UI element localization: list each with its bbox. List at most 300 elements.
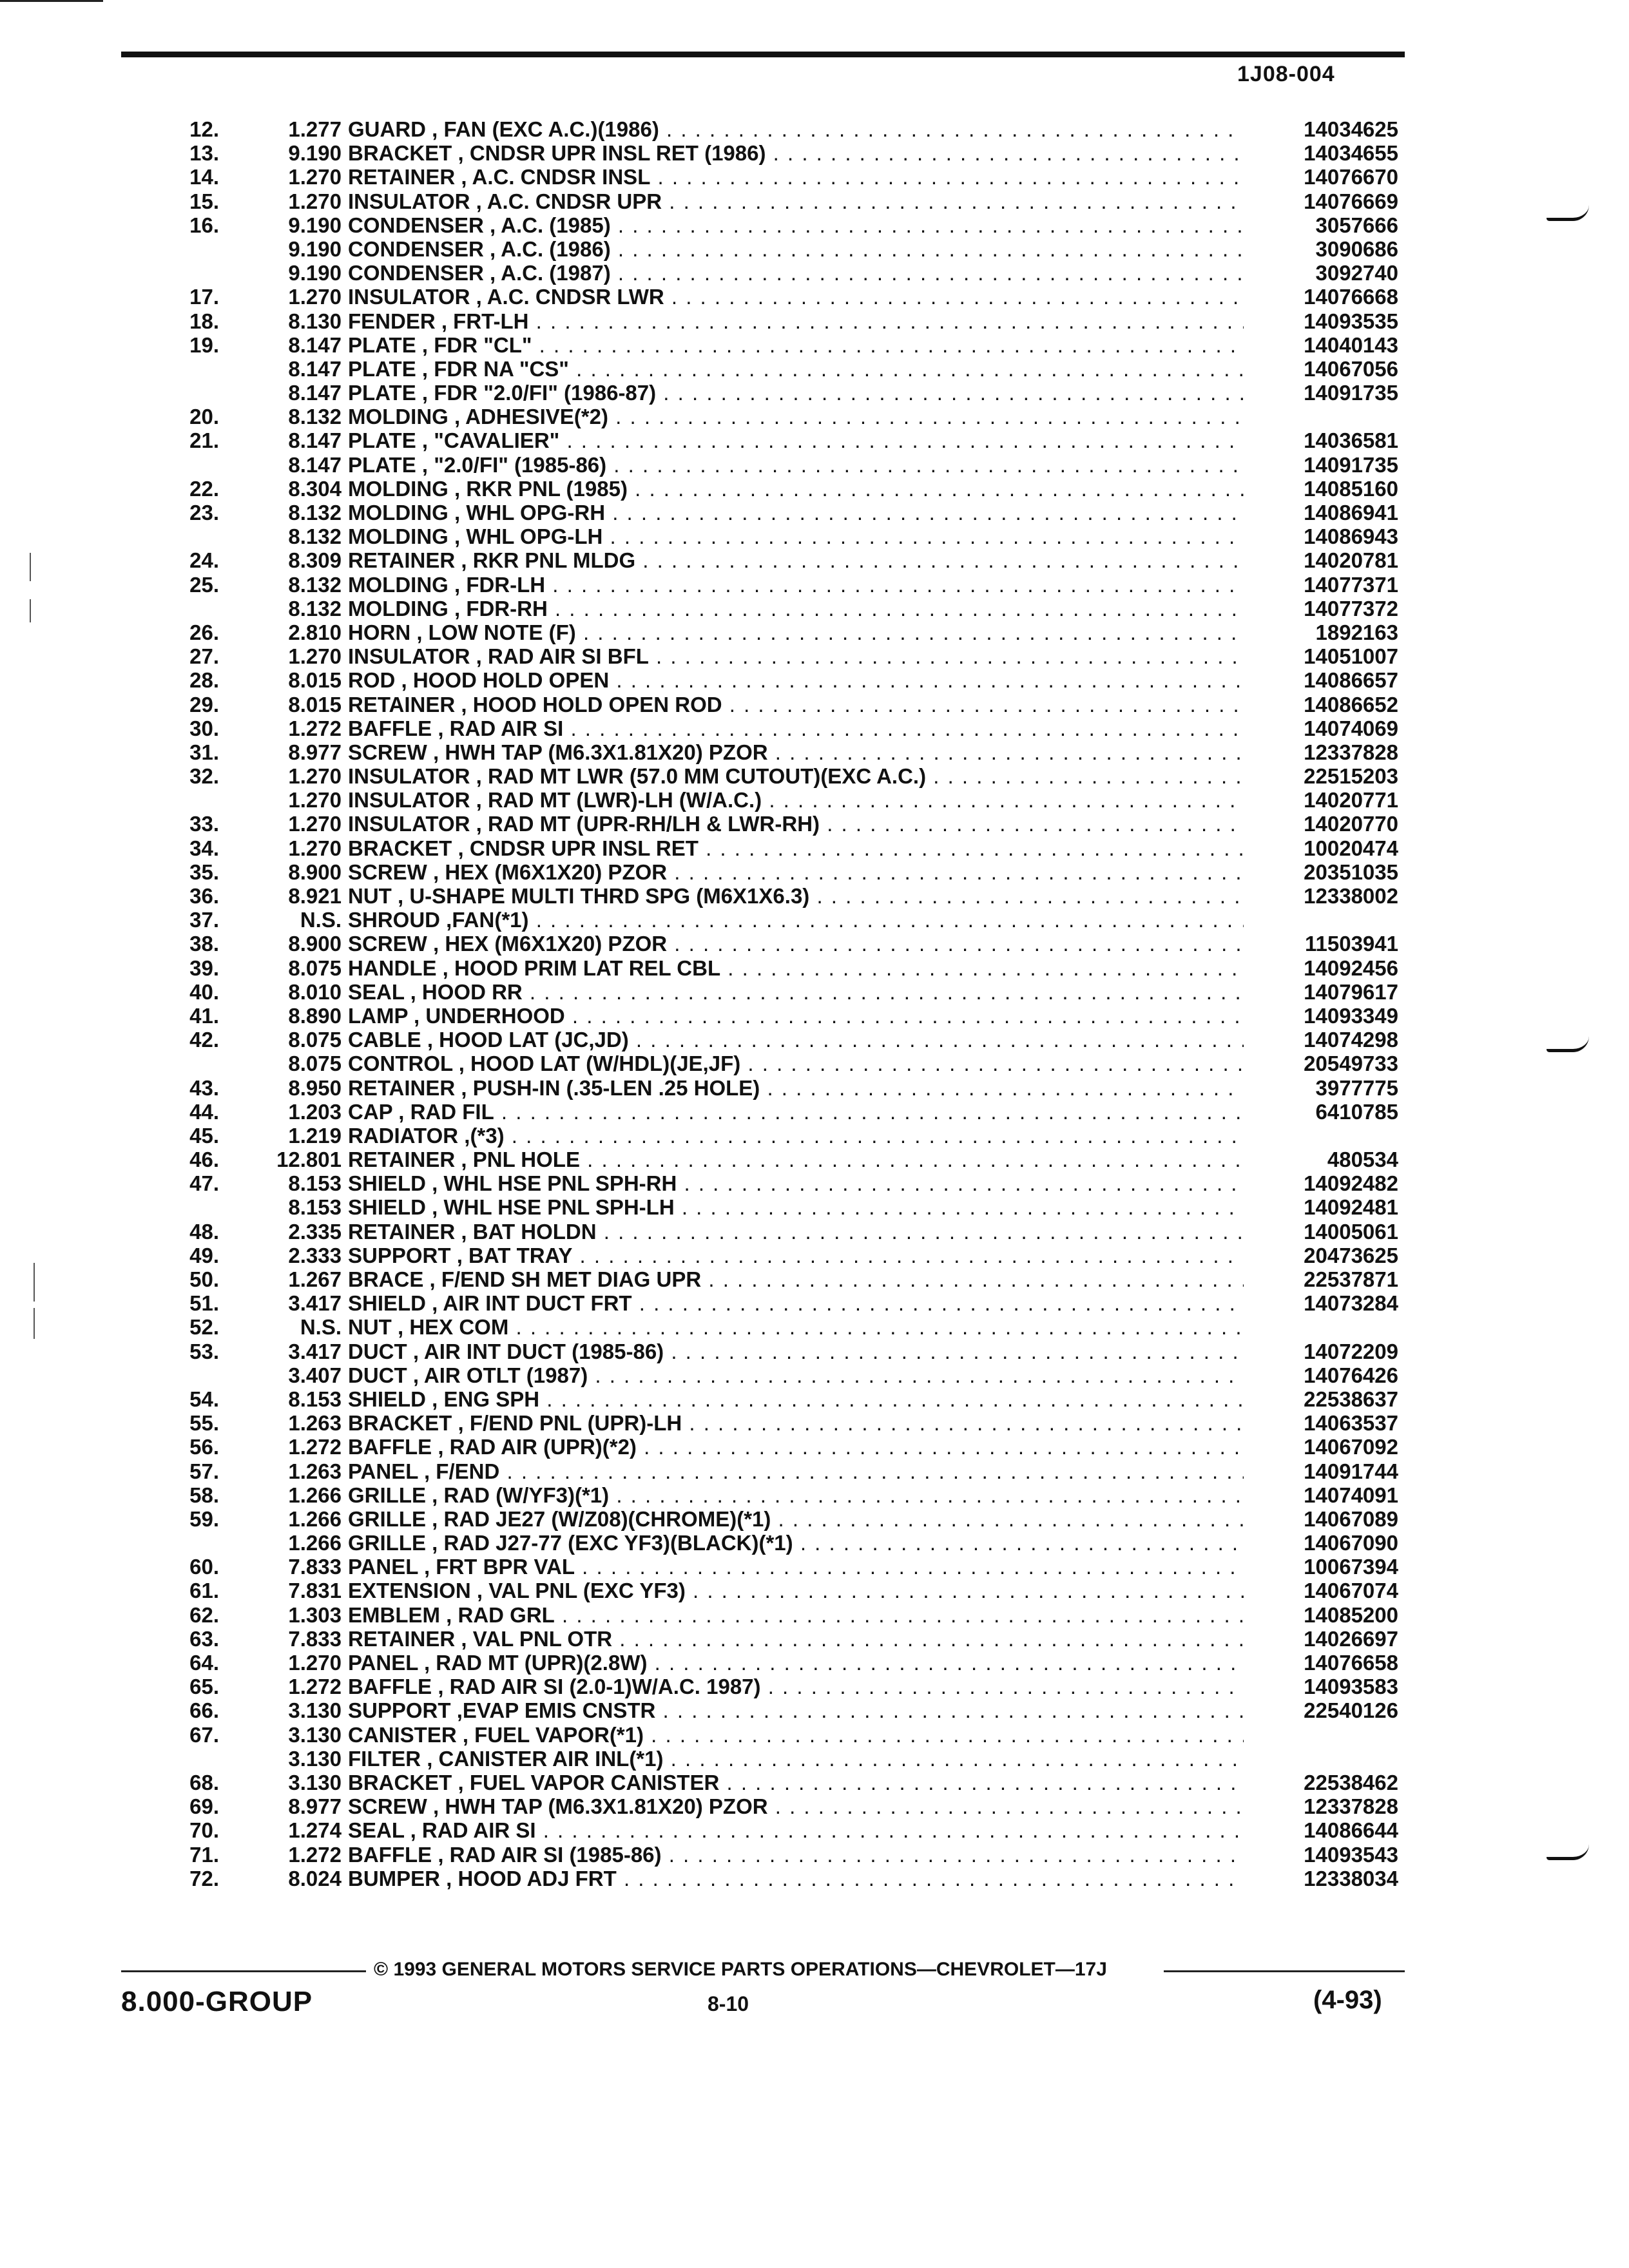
group-number: 1.270: [288, 764, 342, 789]
item-number: 50.: [189, 1267, 219, 1291]
group-number: 8.075: [288, 1052, 342, 1076]
part-description: PLATE , "2.0/FI" (1985-86) . . .: [348, 453, 1244, 477]
part-description: CONDENSER , A.C. (1987) . . .: [348, 261, 1244, 285]
list-item: [0, 453, 1629, 477]
item-number: 13.: [189, 141, 219, 166]
list-item: [0, 1459, 1629, 1483]
group-number: 8.132: [288, 501, 342, 524]
margin-mark: [34, 1263, 35, 1302]
item-number: 41.: [189, 1003, 219, 1028]
part-number: 14093349: [1304, 1003, 1398, 1028]
part-description: DUCT , AIR OTLT (1987) . . .: [348, 1363, 1244, 1387]
list-item: [0, 1195, 1629, 1219]
item-number: 66.: [189, 1698, 219, 1723]
group-number: 8.977: [288, 1794, 342, 1819]
list-item: [0, 237, 1629, 261]
group-number: 8.015: [288, 668, 342, 693]
part-description: PLATE , "CAVALIER" . . .: [348, 428, 1244, 452]
item-number: 21.: [189, 428, 219, 453]
group-number: 1.270: [288, 285, 342, 309]
part-description: RETAINER , HOOD HOLD OPEN ROD . . .: [348, 693, 1244, 716]
list-item: [0, 740, 1629, 764]
item-number: 69.: [189, 1794, 219, 1819]
list-item: [0, 1124, 1629, 1148]
part-number: 12338002: [1304, 884, 1398, 908]
item-number: 22.: [189, 476, 219, 501]
part-number: 14093535: [1304, 309, 1398, 333]
group-number: 8.153: [288, 1195, 342, 1220]
group-number: 7.833: [288, 1626, 342, 1651]
item-number: 67.: [189, 1722, 219, 1747]
group-number: 8.015: [288, 692, 342, 716]
item-number: 24.: [189, 548, 219, 573]
list-item: [0, 1651, 1629, 1675]
group-number: 1.272: [288, 1842, 342, 1867]
group-number: 1.266: [288, 1506, 342, 1531]
part-description: NUT , U-SHAPE MULTI THRD SPG (M6X1X6.3) . . .: [348, 884, 1244, 908]
list-item: [0, 189, 1629, 213]
part-number: 480534: [1327, 1148, 1398, 1172]
part-number: 14067092: [1304, 1435, 1398, 1459]
group-number: 1.267: [288, 1267, 342, 1291]
part-description: INSULATOR , RAD AIR SI BFL . . .: [348, 644, 1244, 668]
part-description: MOLDING , WHL OPG-LH . . .: [348, 524, 1244, 548]
list-item: [0, 1004, 1629, 1028]
group-number: 1.270: [288, 812, 342, 836]
group-number: 8.890: [288, 1003, 342, 1028]
group-number: 8.309: [288, 548, 342, 573]
group-label: 8.000-GROUP: [121, 1986, 313, 2017]
list-item: [0, 1244, 1629, 1267]
part-number: 14067056: [1304, 356, 1398, 381]
part-number: 22540126: [1304, 1698, 1398, 1723]
group-number: 1.219: [288, 1123, 342, 1148]
part-number: 14092482: [1304, 1171, 1398, 1196]
part-number: 3977775: [1315, 1075, 1398, 1100]
part-description: HORN , LOW NOTE (F) . . .: [348, 620, 1244, 644]
list-item: [0, 1100, 1629, 1124]
part-number: 14077371: [1304, 572, 1398, 597]
item-number: 64.: [189, 1651, 219, 1675]
list-item: [0, 1627, 1629, 1651]
part-description: CAP , RAD FIL . . .: [348, 1100, 1244, 1124]
part-number: 3092740: [1315, 261, 1398, 285]
group-number: 8.153: [288, 1387, 342, 1411]
item-number: 43.: [189, 1075, 219, 1100]
group-number: 1.266: [288, 1531, 342, 1555]
part-number: 14085200: [1304, 1602, 1398, 1627]
item-number: 65.: [189, 1675, 219, 1699]
part-number: 14085160: [1304, 476, 1398, 501]
list-item: [0, 812, 1629, 836]
part-number: 14076668: [1304, 285, 1398, 309]
group-number: 7.833: [288, 1555, 342, 1579]
part-description: MOLDING , FDR-RH . . .: [348, 597, 1244, 620]
list-item: [0, 1435, 1629, 1459]
item-number: 68.: [189, 1770, 219, 1794]
list-item: [0, 1747, 1629, 1771]
item-number: 17.: [189, 285, 219, 309]
list-item: [0, 117, 1629, 141]
part-number: 14036581: [1304, 428, 1398, 453]
revision-date: (4-93): [1313, 1986, 1382, 2014]
group-number: 3.407: [288, 1363, 342, 1387]
list-item: [0, 620, 1629, 644]
part-description: SHIELD , WHL HSE PNL SPH-RH . . .: [348, 1171, 1244, 1195]
part-number: 3090686: [1315, 236, 1398, 261]
list-item: [0, 1507, 1629, 1531]
part-description: MOLDING , FDR-LH . . .: [348, 573, 1244, 597]
part-number: 14076670: [1304, 165, 1398, 189]
item-number: 30.: [189, 716, 219, 740]
group-number: 8.075: [288, 1028, 342, 1052]
item-number: 12.: [189, 117, 219, 141]
group-number: 3.130: [288, 1770, 342, 1794]
part-description: MOLDING , WHL OPG-RH . . .: [348, 501, 1244, 524]
part-number: 14005061: [1304, 1219, 1398, 1244]
part-number: 14074298: [1304, 1028, 1398, 1052]
list-item: [0, 141, 1629, 165]
list-item: [0, 1315, 1629, 1339]
part-number: 14074091: [1304, 1483, 1398, 1507]
page-number: 8-10: [708, 1992, 749, 2015]
list-item: [0, 644, 1629, 668]
item-number: 72.: [189, 1866, 219, 1890]
item-number: 16.: [189, 213, 219, 237]
list-item: [0, 1723, 1629, 1747]
list-item: [0, 1818, 1629, 1842]
footer-rule-right: [1164, 1970, 1405, 1972]
item-number: 35.: [189, 860, 219, 884]
list-item: [0, 1771, 1629, 1794]
part-number: 12337828: [1304, 740, 1398, 764]
item-number: 62.: [189, 1602, 219, 1627]
part-description: PLATE , FDR NA "CS" . . .: [348, 357, 1244, 381]
list-item: [0, 1340, 1629, 1363]
group-number: 1.266: [288, 1483, 342, 1507]
list-item: [0, 884, 1629, 908]
top-left-rule: [0, 0, 103, 2]
item-number: 37.: [189, 908, 219, 932]
part-number: 22538462: [1304, 1770, 1398, 1794]
part-number: 22537871: [1304, 1267, 1398, 1291]
part-description: RETAINER , A.C. CNDSR INSL . . .: [348, 165, 1244, 189]
part-number: 14077372: [1304, 596, 1398, 620]
item-number: 26.: [189, 620, 219, 644]
group-number: 9.190: [288, 213, 342, 237]
part-description: SEAL , HOOD RR . . .: [348, 980, 1244, 1004]
group-number: 8.950: [288, 1075, 342, 1100]
part-description: INSULATOR , RAD MT (LWR)-LH (W/A.C.) . . .: [348, 788, 1244, 812]
item-number: 42.: [189, 1028, 219, 1052]
part-description: FILTER , CANISTER AIR INL(*1) . . .: [348, 1747, 1244, 1771]
part-number: 14020781: [1304, 548, 1398, 573]
item-number: 51.: [189, 1291, 219, 1316]
part-number: 22538637: [1304, 1387, 1398, 1411]
part-description: SCREW , HWH TAP (M6.3X1.81X20) PZOR . . .: [348, 1794, 1244, 1818]
item-number: 46.: [189, 1148, 219, 1172]
group-number: 2.810: [288, 620, 342, 644]
item-number: 58.: [189, 1483, 219, 1507]
parts-list: [0, 117, 1629, 1890]
part-description: SCREW , HEX (M6X1X20) PZOR . . .: [348, 860, 1244, 884]
copyright-line: © 1993 GENERAL MOTORS SERVICE PARTS OPERATIONS—CHEVROLET—17J: [374, 1959, 1107, 1980]
group-number: 2.335: [288, 1219, 342, 1244]
item-number: 38.: [189, 932, 219, 956]
item-number: 47.: [189, 1171, 219, 1196]
part-description: SEAL , RAD AIR SI . . .: [348, 1818, 1244, 1842]
group-number: 1.270: [288, 644, 342, 669]
part-number: 14086652: [1304, 692, 1398, 716]
group-number: 9.190: [288, 261, 342, 285]
item-number: 60.: [189, 1555, 219, 1579]
list-item: [0, 1603, 1629, 1627]
group-number: 1.270: [288, 1651, 342, 1675]
part-description: CABLE , HOOD LAT (JC,JD) . . .: [348, 1028, 1244, 1052]
list-item: [0, 477, 1629, 501]
part-description: RETAINER , VAL PNL OTR . . .: [348, 1627, 1244, 1651]
group-number: 1.270: [288, 189, 342, 213]
item-number: 32.: [189, 764, 219, 789]
margin-mark: [30, 553, 31, 581]
group-number: 8.921: [288, 884, 342, 908]
part-description: INSULATOR , RAD MT LWR (57.0 MM CUTOUT)(EXC A.C.) . . .: [348, 764, 1244, 788]
part-number: 14079617: [1304, 979, 1398, 1004]
item-number: 70.: [189, 1818, 219, 1843]
part-description: RETAINER , BAT HOLDN . . .: [348, 1220, 1244, 1244]
part-description: SUPPORT ,EVAP EMIS CNSTR . . .: [348, 1698, 1244, 1722]
part-description: LAMP , UNDERHOOD . . .: [348, 1004, 1244, 1028]
group-number: N.S.: [300, 1315, 342, 1340]
item-number: 54.: [189, 1387, 219, 1411]
part-number: 14093583: [1304, 1675, 1398, 1699]
group-number: 1.272: [288, 1675, 342, 1699]
group-number: 1.303: [288, 1602, 342, 1627]
part-number: 14091735: [1304, 452, 1398, 477]
part-number: 14092456: [1304, 956, 1398, 980]
list-item: [0, 1220, 1629, 1244]
part-number: 1892163: [1315, 620, 1398, 644]
group-number: 1.203: [288, 1099, 342, 1124]
group-number: 8.147: [288, 381, 342, 405]
list-item: [0, 1028, 1629, 1052]
group-number: 8.147: [288, 452, 342, 477]
part-description: BRACKET , FUEL VAPOR CANISTER . . .: [348, 1771, 1244, 1794]
part-description: RETAINER , PUSH-IN (.35-LEN .25 HOLE) . . .: [348, 1076, 1244, 1100]
list-item: [0, 1148, 1629, 1171]
group-number: 3.417: [288, 1291, 342, 1316]
part-number: 14076669: [1304, 189, 1398, 213]
part-description: GRILLE , RAD J27-77 (EXC YF3)(BLACK)(*1) . . .: [348, 1531, 1244, 1555]
list-item: [0, 1843, 1629, 1867]
list-item: [0, 1698, 1629, 1722]
part-description: EXTENSION , VAL PNL (EXC YF3) . . .: [348, 1579, 1244, 1602]
part-description: EMBLEM , RAD GRL . . .: [348, 1603, 1244, 1627]
group-number: 8.132: [288, 405, 342, 429]
list-item: [0, 524, 1629, 548]
list-item: [0, 1267, 1629, 1291]
item-number: 27.: [189, 644, 219, 669]
part-description: PANEL , FRT BPR VAL . . .: [348, 1555, 1244, 1579]
part-number: 12337828: [1304, 1794, 1398, 1819]
part-number: 11503941: [1304, 932, 1398, 956]
part-number: 6410785: [1315, 1099, 1398, 1124]
part-number: 14072209: [1304, 1339, 1398, 1363]
list-item: [0, 213, 1629, 237]
group-number: 8.132: [288, 524, 342, 549]
group-number: 1.277: [288, 117, 342, 141]
item-number: 31.: [189, 740, 219, 764]
group-number: 1.263: [288, 1411, 342, 1436]
group-number: 1.272: [288, 1435, 342, 1459]
group-number: N.S.: [300, 908, 342, 932]
list-item: [0, 764, 1629, 788]
part-description: RADIATOR ,(*3) . . .: [348, 1124, 1244, 1148]
list-item: [0, 908, 1629, 932]
list-item: [0, 980, 1629, 1004]
margin-mark: [34, 1308, 35, 1339]
item-number: 55.: [189, 1411, 219, 1436]
item-number: 52.: [189, 1315, 219, 1340]
part-description: SHIELD , WHL HSE PNL SPH-LH . . .: [348, 1195, 1244, 1219]
group-number: 8.147: [288, 428, 342, 453]
part-number: 14040143: [1304, 332, 1398, 357]
list-item: [0, 309, 1629, 333]
item-number: 28.: [189, 668, 219, 693]
list-item: [0, 1675, 1629, 1698]
part-number: 14092481: [1304, 1195, 1398, 1220]
list-item: [0, 1052, 1629, 1075]
part-number: 22515203: [1304, 764, 1398, 789]
item-number: 44.: [189, 1099, 219, 1124]
group-number: 7.831: [288, 1579, 342, 1603]
group-number: 3.130: [288, 1698, 342, 1723]
part-description: GRILLE , RAD JE27 (W/Z08)(CHROME)(*1) . . .: [348, 1507, 1244, 1531]
group-number: 1.270: [288, 788, 342, 812]
part-number: 20351035: [1304, 860, 1398, 884]
part-number: 14067074: [1304, 1579, 1398, 1603]
part-description: CANISTER , FUEL VAPOR(*1) . . .: [348, 1723, 1244, 1747]
part-description: BAFFLE , RAD AIR SI . . .: [348, 716, 1244, 740]
item-number: 25.: [189, 572, 219, 597]
item-number: 48.: [189, 1219, 219, 1244]
item-number: 59.: [189, 1506, 219, 1531]
list-item: [0, 285, 1629, 309]
item-number: 53.: [189, 1339, 219, 1363]
group-number: 8.900: [288, 932, 342, 956]
item-number: 19.: [189, 332, 219, 357]
part-number: 14074069: [1304, 716, 1398, 740]
part-number: 14086941: [1304, 501, 1398, 524]
item-number: 61.: [189, 1579, 219, 1603]
group-number: 3.130: [288, 1722, 342, 1747]
list-item: [0, 788, 1629, 812]
group-number: 9.190: [288, 236, 342, 261]
group-number: 8.153: [288, 1171, 342, 1196]
group-number: 8.147: [288, 356, 342, 381]
part-description: SHIELD , AIR INT DUCT FRT . . .: [348, 1291, 1244, 1315]
list-item: [0, 668, 1629, 692]
part-number: 14093543: [1304, 1842, 1398, 1867]
list-item: [0, 693, 1629, 716]
list-item: [0, 597, 1629, 620]
part-description: INSULATOR , RAD MT (UPR-RH/LH & LWR-RH) . . .: [348, 812, 1244, 836]
item-number: 29.: [189, 692, 219, 716]
item-number: 23.: [189, 501, 219, 524]
list-item: [0, 956, 1629, 980]
list-item: [0, 716, 1629, 740]
group-number: 8.900: [288, 860, 342, 884]
group-number: 9.190: [288, 141, 342, 166]
list-item: [0, 1171, 1629, 1195]
part-description: GRILLE , RAD (W/YF3)(*1) . . .: [348, 1483, 1244, 1507]
list-item: [0, 1555, 1629, 1579]
part-description: PANEL , RAD MT (UPR)(2.8W) . . .: [348, 1651, 1244, 1675]
item-number: 45.: [189, 1123, 219, 1148]
page-code: 1J08-004: [1237, 62, 1335, 86]
list-item: [0, 261, 1629, 285]
part-description: SHIELD , ENG SPH . . .: [348, 1387, 1244, 1411]
group-number: 1.263: [288, 1459, 342, 1483]
group-number: 8.147: [288, 332, 342, 357]
list-item: [0, 1363, 1629, 1387]
group-number: 8.075: [288, 956, 342, 980]
part-number: 14034625: [1304, 117, 1398, 141]
group-number: 1.270: [288, 165, 342, 189]
list-item: [0, 1387, 1629, 1411]
list-item: [0, 1291, 1629, 1315]
part-description: SCREW , HEX (M6X1X20) PZOR . . .: [348, 932, 1244, 956]
part-description: MOLDING , RKR PNL (1985) . . .: [348, 477, 1244, 501]
item-number: 34.: [189, 836, 219, 860]
part-number: 14051007: [1304, 644, 1398, 669]
list-item: [0, 1531, 1629, 1555]
item-number: 14.: [189, 165, 219, 189]
group-number: 8.010: [288, 979, 342, 1004]
list-item: [0, 1076, 1629, 1100]
item-number: 20.: [189, 405, 219, 429]
part-number: 10020474: [1304, 836, 1398, 860]
part-number: 14086644: [1304, 1818, 1398, 1843]
part-description: BRACE , F/END SH MET DIAG UPR . . .: [348, 1267, 1244, 1291]
margin-mark: [30, 599, 31, 622]
group-number: 8.132: [288, 572, 342, 597]
item-number: 63.: [189, 1626, 219, 1651]
group-number: 8.024: [288, 1866, 342, 1890]
group-number: 2.333: [288, 1243, 342, 1267]
item-number: 56.: [189, 1435, 219, 1459]
part-number: 12338034: [1304, 1866, 1398, 1890]
list-item: [0, 932, 1629, 956]
part-number: 20549733: [1304, 1052, 1398, 1076]
part-number: 14034655: [1304, 141, 1398, 166]
part-description: PLATE , FDR "CL" . . .: [348, 333, 1244, 357]
part-description: PLATE , FDR "2.0/FI" (1986-87) . . .: [348, 381, 1244, 405]
list-item: [0, 165, 1629, 189]
group-number: 1.274: [288, 1818, 342, 1843]
part-description: BRACKET , CNDSR UPR INSL RET (1986) . . .: [348, 141, 1244, 165]
header-rule: [121, 52, 1405, 57]
part-number: 14091735: [1304, 381, 1398, 405]
part-description: DUCT , AIR INT DUCT (1985-86) . . .: [348, 1340, 1244, 1363]
part-description: BRACKET , F/END PNL (UPR)-LH . . .: [348, 1411, 1244, 1435]
group-number: 3.130: [288, 1746, 342, 1771]
part-description: RETAINER , PNL HOLE . . .: [348, 1148, 1244, 1171]
part-number: 14020771: [1304, 788, 1398, 812]
part-number: 14073284: [1304, 1291, 1398, 1316]
list-item: [0, 573, 1629, 597]
list-item: [0, 836, 1629, 860]
